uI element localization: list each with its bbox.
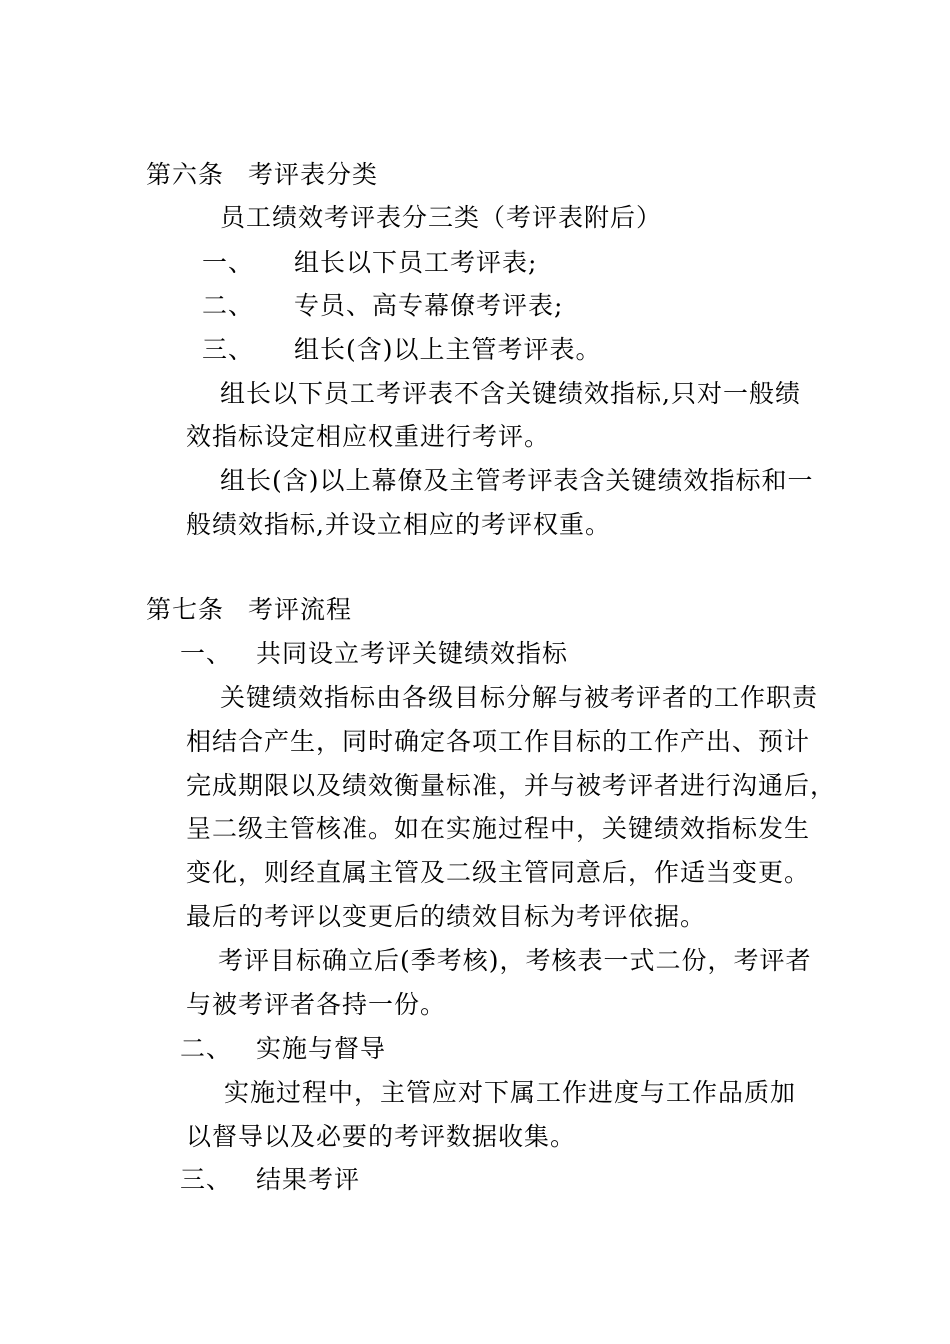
- article6-para2-line1: 组长(含)以上幕僚及主管考评表含关键绩效指标和一: [220, 466, 814, 495]
- article6-item-3-text: 组长(含)以上主管考评表。: [294, 335, 602, 364]
- article7-section3-title: 结果考评: [256, 1165, 361, 1194]
- article7-section2-heading: [180, 1033, 386, 1065]
- article6-item-2: [202, 290, 563, 322]
- article7-section1-num: 一、: [180, 639, 233, 668]
- article7-section1-line1: 关键绩效指标由各级目标分解与被考评者的工作职责: [220, 683, 819, 712]
- article7-section2-line1: 实施过程中，主管应对下属工作进度与工作品质加: [224, 1078, 797, 1107]
- article7-section1-line6: 最后的考评以变更后的绩效目标为考评依据。: [186, 902, 707, 931]
- article7-heading: [146, 594, 352, 626]
- article6-item-3: [202, 334, 602, 366]
- article6-item-1: [202, 247, 537, 279]
- article6-heading-num: 第六条: [146, 160, 225, 189]
- article7-section1-para2-line1: 考评目标确立后(季考核)，考核表一式二份，考评者: [218, 946, 812, 975]
- article7-section1-para2-line2: 与被考评者各持一份。: [186, 990, 447, 1019]
- article6-para1-line2: 效指标设定相应权重进行考评。: [186, 422, 551, 451]
- article6-heading-title: 考评表分类: [248, 160, 379, 189]
- article6-item-2-num: 二、: [202, 291, 255, 320]
- article7-section3-num: 三、: [180, 1165, 233, 1194]
- article7-section1-line3: 完成期限以及绩效衡量标准，并与被考评者进行沟通后，: [186, 771, 837, 800]
- article7-section1-line5: 变化，则经直属主管及二级主管同意后，作适当变更。: [186, 858, 811, 887]
- article6-intro: 员工绩效考评表分三类（考评表附后）: [220, 203, 663, 232]
- article7-section3-heading: [180, 1164, 360, 1196]
- article7-heading-title: 考评流程: [248, 595, 353, 624]
- article6-item-2-text: 专员、高专幕僚考评表;: [294, 291, 564, 320]
- article6-para1-line1: 组长以下员工考评表不含关键绩效指标,只对一般绩: [220, 379, 801, 408]
- article7-section1-line2: 相结合产生，同时确定各项工作目标的工作产出、预计: [186, 727, 811, 756]
- article6-para2-line2: 般绩效指标,并设立相应的考评权重。: [186, 510, 611, 539]
- article7-heading-num: 第七条: [146, 595, 225, 624]
- article7-section1-line4: 呈二级主管核准。如在实施过程中，关键绩效指标发生: [186, 814, 811, 843]
- article6-item-1-text: 组长以下员工考评表;: [294, 248, 538, 277]
- article7-section1-heading: [180, 638, 568, 670]
- article6-heading: [146, 159, 378, 191]
- article7-section1-title: 共同设立考评关键绩效指标: [256, 639, 569, 668]
- article6-item-3-num: 三、: [202, 335, 255, 364]
- article7-section2-line2: 以督导以及必要的考评数据收集。: [186, 1122, 577, 1151]
- article6-item-1-num: 一、: [202, 248, 255, 277]
- article7-section2-title: 实施与督导: [256, 1034, 387, 1063]
- article7-section2-num: 二、: [180, 1034, 233, 1063]
